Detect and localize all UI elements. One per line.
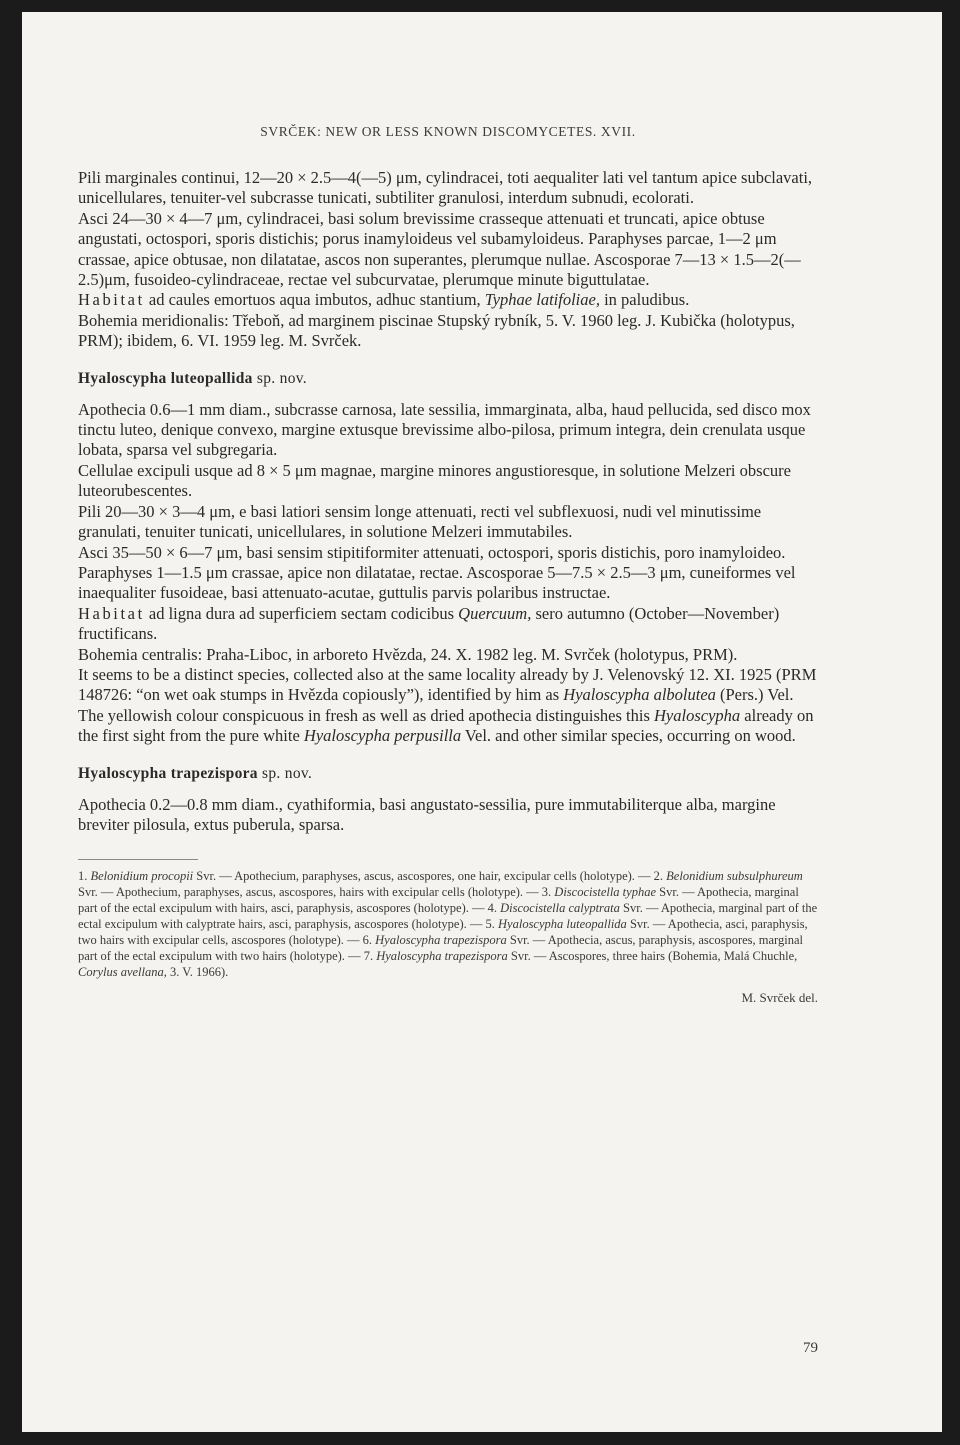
caption-number: 2. — [653, 869, 667, 884]
caption-text: 3. V. 1966). — [166, 965, 229, 980]
caption-species: Hyaloscypha luteopallida — [498, 917, 627, 932]
paragraph-asci-2: Asci 35—50 × 6—7 μm, basi sensim stipitiformiter attenuati, octospori, sporis distichis, poro inamyloideo. Paraphyses 1—1.5 μm crassae, apice non dilatatae, rectae. Ascosporae 5—7.5 × 2.5—3 μm, cuneiformes vel inaequaliter fusoideae, basi attenuato-acutae, guttulis parvis polaribus instructae. — [78, 542, 796, 603]
habitat-text: ad ligna dura ad superficiem sectam codicibus — [144, 603, 459, 623]
remark-text: Vel. and other similar species, occurring on wood. — [461, 726, 796, 746]
locality-2: Bohemia centralis: Praha-Liboc, in arboreto Hvězda, 24. X. 1982 leg. M. Svrček (holotypus, PRM). — [78, 644, 738, 664]
habitat-1 — [78, 290, 818, 310]
species-rank: sp. nov. — [262, 764, 313, 782]
habitat-text-end: in paludibus. — [599, 290, 690, 310]
remark-text: already on the first sight from the pure white — [78, 705, 814, 746]
remark-italic: Hyaloscypha albolutea — [563, 685, 716, 705]
page-content — [78, 124, 818, 1006]
habitat-text-end: sero autumno (October—November) fructificans. — [78, 603, 780, 644]
habitat-label: Habitat — [78, 290, 145, 310]
scanned-page — [22, 12, 942, 1432]
paragraph-pili-marginales: Pili marginales continui, 12—20 × 2.5—4(—5) μm, cylindracei, toti aequaliter lati vel tantum apice subclavati, unicellulares, tenuiter-vel subcrasse tunicati, subtiliter granulosi, interdum subnudi, ecolorati. — [78, 168, 813, 208]
caption-text: Svr. — Apothecia, ascus, paraphysis, ascospores, marginal part of the ectal excipulum with two hairs (holotype). — — [78, 933, 803, 964]
caption-text: Svr. — Apothecium, paraphyses, ascus, ascospores, one hair, excipular cells (holotype). — — [193, 869, 654, 884]
running-header: SVRČEK: NEW OR LESS KNOWN DISCOMYCETES. XVII. — [260, 124, 636, 139]
species-rank: sp. nov. — [256, 369, 307, 387]
caption-species: Discocistella typhae — [554, 885, 657, 900]
habitat-host: Quercuum, — [458, 603, 532, 623]
caption-species: Belonidium subsulphureum — [666, 869, 803, 884]
caption-number: 4. — [487, 901, 501, 916]
paragraph-apothecia: Apothecia 0.6—1 mm diam., subcrasse carnosa, late sessilia, immarginata, alba, haud pellucida, sed disco mox tinctu luteo, denique convexo, margine extusque brevissime albo-pilosa, primum integra, dein crenulata usque lobata, sparsa vel subgregaria. — [78, 399, 811, 460]
species-name: Hyaloscypha luteopallida — [78, 369, 253, 387]
caption-species: Hyaloscypha trapezispora — [376, 949, 508, 964]
caption-species: Hyaloscypha trapezispora — [375, 933, 507, 948]
remark-paragraph — [78, 665, 818, 747]
paragraph-apothecia-2: Apothecia 0.2—0.8 mm diam., cyathiformia, basi angustato-sessilia, pure immutabiliterque alba, margine breviter pilosula, extus puberula, sparsa. — [78, 794, 776, 834]
species-name: Hyaloscypha trapezispora — [78, 764, 258, 782]
habitat-2 — [78, 604, 818, 645]
caption-number: 1. — [78, 869, 91, 884]
caption-number: 7. — [363, 949, 377, 964]
caption-number: 6. — [362, 933, 376, 948]
paragraph-pili: Pili 20—30 × 3—4 μm, e basi latiori sensim longe attenuati, recti vel subflexuosi, nudi vel minutissime granulati, tenuiter tunicati, unicellulares, in solutione Melzeri immutabiles. — [78, 501, 762, 542]
footnote-rule — [78, 859, 198, 860]
caption-text: Svr. — Apothecia, asci, paraphysis, two hairs with excipular cells, ascospores (holotype). — — [78, 917, 808, 948]
illustrator-signature: M. Svrček del. — [741, 990, 818, 1006]
caption-text: Svr. — Apothecium, paraphyses, ascus, ascospores, hairs with excipular cells (holotype). — — [78, 885, 542, 900]
remark-italic: Hyaloscypha perpusilla — [303, 726, 462, 746]
caption-species: Discocistella calyptrata — [500, 901, 620, 916]
figure-caption — [78, 868, 818, 980]
habitat-host: Typhae latifoliae, — [484, 290, 600, 310]
remark-text: It seems to be a distinct species, collected also at the same locality already by J. Velenovský 12. XI. 1925 (PRM 148726: “on wet oak stumps in Hvězda copiously”), identified by him as — [78, 664, 817, 705]
remark-text: (Pers.) Vel. The yellowish colour conspicuous in fresh as well as dried apothecia distinguishes this — [78, 685, 794, 725]
habitat-text: ad caules emortuos aqua imbutos, adhuc stantium, — [144, 290, 485, 310]
caption-text: Svr. — Ascospores, three hairs (Bohemia, Malá Chuchle, — [507, 949, 798, 964]
caption-text: Svr. — Apothecia, marginal part of the ectal excipulum with hairs, asci, paraphysis, ascospores (holotype). — — [78, 885, 799, 916]
caption-number: 3. — [541, 885, 555, 900]
caption-text: Svr. — Apothecia, marginal part of the ectal excipulum with calyptrate hairs, asci, paraphysis, ascospores (holotype). — — [78, 901, 818, 932]
paragraph-asci: Asci 24—30 × 4—7 μm, cylindracei, basi solum brevissime crasseque attenuati et truncati, apice obtuse angustati, octospori, sporis distichis; porus inamyloideus vel subamyloideus. Paraphyses parcae, 1—2 μm crassae, apice obtusae, non dilatatae, ascos non superantes, plerumque nullae. Ascosporae 7—13 × 1.5—2(—2.5)μm, fusoideo-cylindraceae, rectae vel subcurvatae, plerumque minute biguttulatae. — [78, 208, 801, 290]
paragraph-cellulae: Cellulae excipuli usque ad 8 × 5 μm magnae, margine minores angustioresque, in solutione Melzeri obscure luteorubescentes. — [78, 460, 791, 501]
caption-number: 5. — [485, 917, 499, 932]
species-heading-trapezispora — [78, 765, 818, 783]
page-number: 79 — [803, 1340, 818, 1356]
habitat-label: Habitat — [78, 603, 145, 623]
species-heading-luteopallida — [78, 370, 818, 388]
locality-1: Bohemia meridionalis: Třeboň, ad marginem piscinae Stupský rybník, 5. V. 1960 leg. J. Kubička (holotypus, PRM); ibidem, 6. VI. 1959 leg. M. Svrček. — [78, 310, 795, 351]
caption-species: Belonidium procopii — [90, 869, 194, 884]
remark-italic: Hyaloscypha — [654, 705, 741, 725]
caption-host: Corylus avellana, — [78, 965, 167, 980]
